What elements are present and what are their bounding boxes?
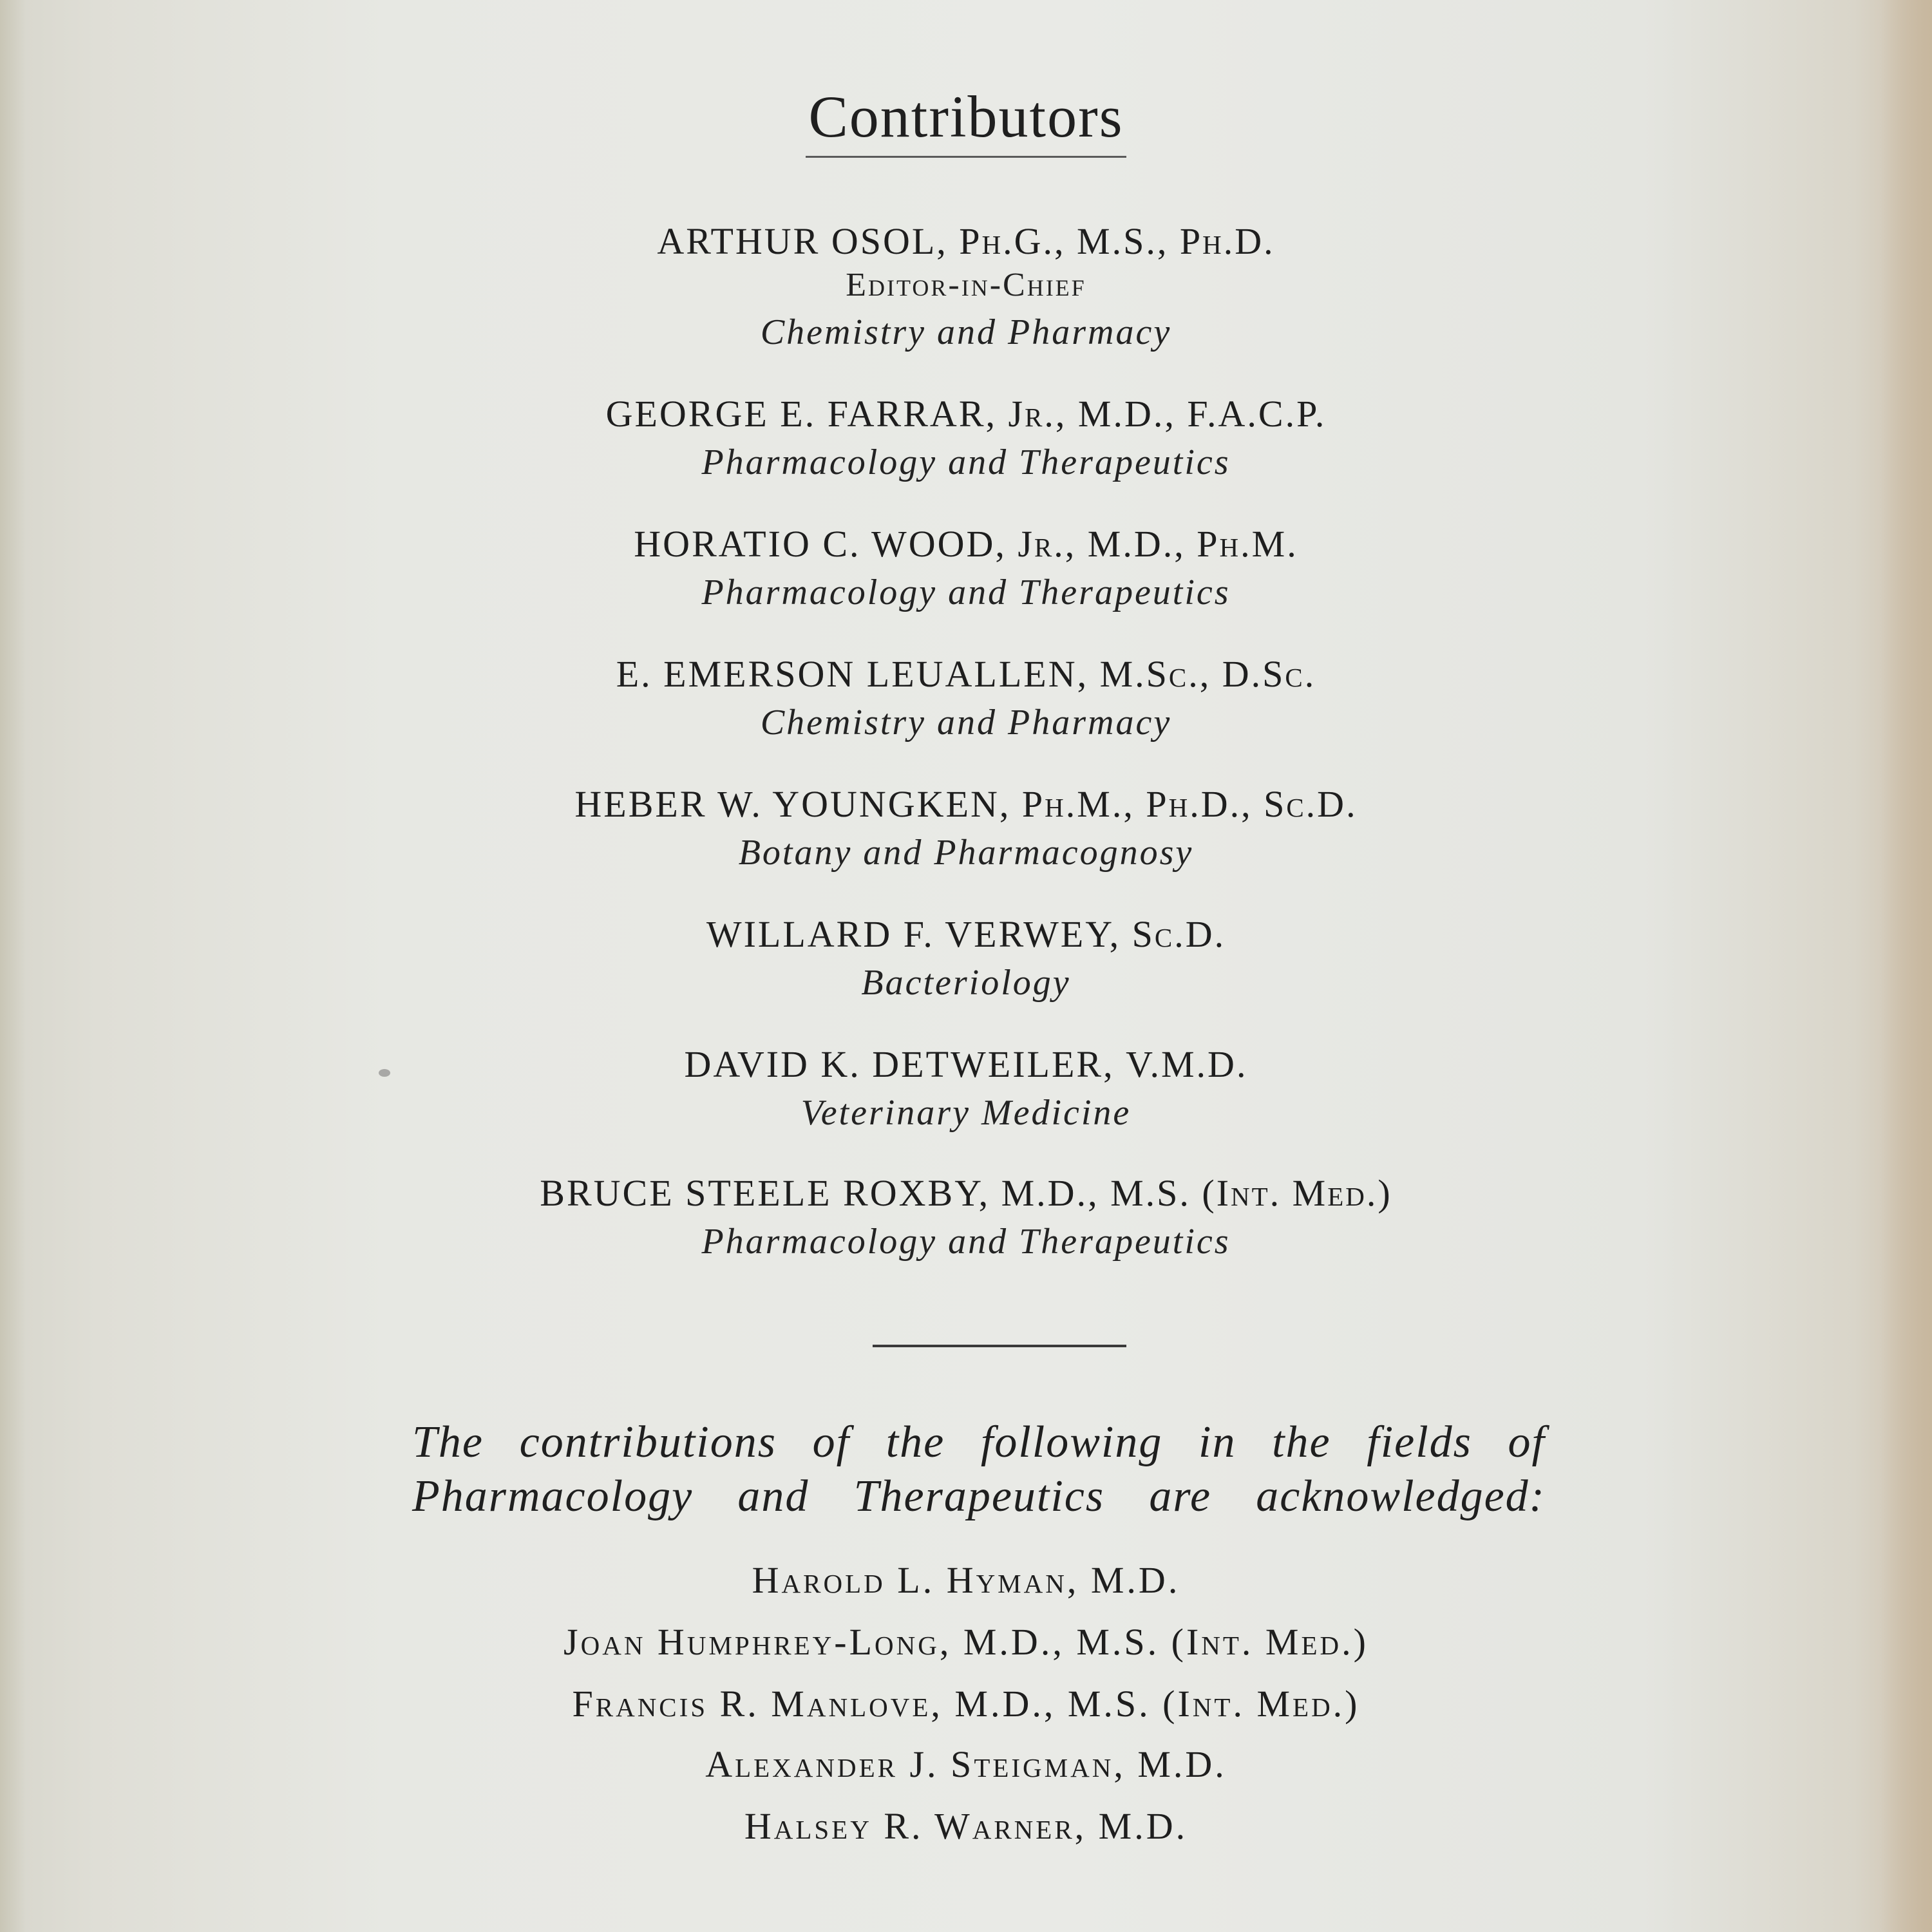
acknowledgement-line: Pharmacology and Therapeutics are acknowledged: [412, 1472, 1546, 1521]
contributor-credentials: V.M.D. [1126, 1043, 1248, 1085]
contributor-role: Editor-in-Chief [846, 267, 1086, 303]
contributor-name: HORATIO C. WOOD, [634, 523, 1007, 565]
contributor-name-line [0, 219, 1932, 264]
contributor-credentials: Sc.D. [1132, 913, 1226, 955]
contributor-name-line [0, 522, 1932, 567]
contributor-entry [0, 652, 1932, 748]
acknowledged-name: Alexander J. Steigman, M.D. [705, 1743, 1227, 1785]
contributor-name-line [0, 1042, 1932, 1087]
contributor-name-line [0, 782, 1932, 827]
contributor-field: Chemistry and Pharmacy [760, 312, 1172, 352]
contributor-credentials: Jr., M.D., Ph.M. [1018, 523, 1298, 565]
acknowledged-name: Halsey R. Warner, M.D. [744, 1805, 1188, 1847]
contributor-credentials: M.Sc., D.Sc. [1099, 653, 1316, 695]
contributor-credentials: Ph.M., Ph.D., Sc.D. [1021, 783, 1358, 825]
contributor-field: Pharmacology and Therapeutics [701, 1222, 1231, 1262]
contributor-credentials: M.D., M.S. (Int. Med.) [1001, 1172, 1392, 1214]
contributor-name: BRUCE STEELE ROXBY, [540, 1172, 990, 1214]
contributor-name-line [0, 912, 1932, 957]
acknowledged-name: Joan Humphrey-Long, M.D., M.S. (Int. Med.) [564, 1621, 1368, 1663]
contributor-name-line [0, 652, 1932, 697]
acknowledgement-line: The contributions of the following in the fields of [412, 1417, 1546, 1467]
contributor-entry [0, 1042, 1932, 1139]
contributor-credentials: Ph.G., M.S., Ph.D. [959, 220, 1275, 262]
contributor-field: Veterinary Medicine [800, 1093, 1132, 1133]
contributor-field: Pharmacology and Therapeutics [701, 573, 1231, 612]
page-title: Contributors [806, 82, 1126, 158]
contributor-name: HEBER W. YOUNGKEN, [574, 783, 1011, 825]
contributor-name: WILLARD F. VERWEY, [706, 913, 1121, 955]
contributor-field: Pharmacology and Therapeutics [701, 442, 1231, 482]
contributor-entry [0, 912, 1932, 1009]
acknowledgement-paragraph [412, 1416, 1546, 1524]
contributor-entry [0, 392, 1932, 488]
contributor-name-line [0, 1171, 1932, 1216]
section-divider [873, 1345, 1126, 1347]
page-heading [0, 82, 1932, 158]
contributor-field: Botany and Pharmacognosy [738, 833, 1194, 873]
contributor-entry [0, 782, 1932, 878]
acknowledged-name: Francis R. Manlove, M.D., M.S. (Int. Med.) [572, 1683, 1360, 1725]
contributor-name: DAVID K. DETWEILER, [684, 1043, 1115, 1085]
contributor-credentials: Jr., M.D., F.A.C.P. [1008, 393, 1327, 435]
contributor-entry [0, 1171, 1932, 1267]
contributor-field: Bacteriology [861, 963, 1071, 1003]
contributor-entry [0, 522, 1932, 618]
contributor-name: GEORGE E. FARRAR, [605, 393, 998, 435]
acknowledged-name: Harold L. Hyman, M.D. [752, 1559, 1180, 1601]
contributor-field: Chemistry and Pharmacy [760, 703, 1172, 743]
contributor-entry [0, 219, 1932, 358]
contributor-name: ARTHUR OSOL, [657, 220, 948, 262]
contributor-name: E. EMERSON LEUALLEN, [616, 653, 1089, 695]
contributor-name-line [0, 392, 1932, 437]
